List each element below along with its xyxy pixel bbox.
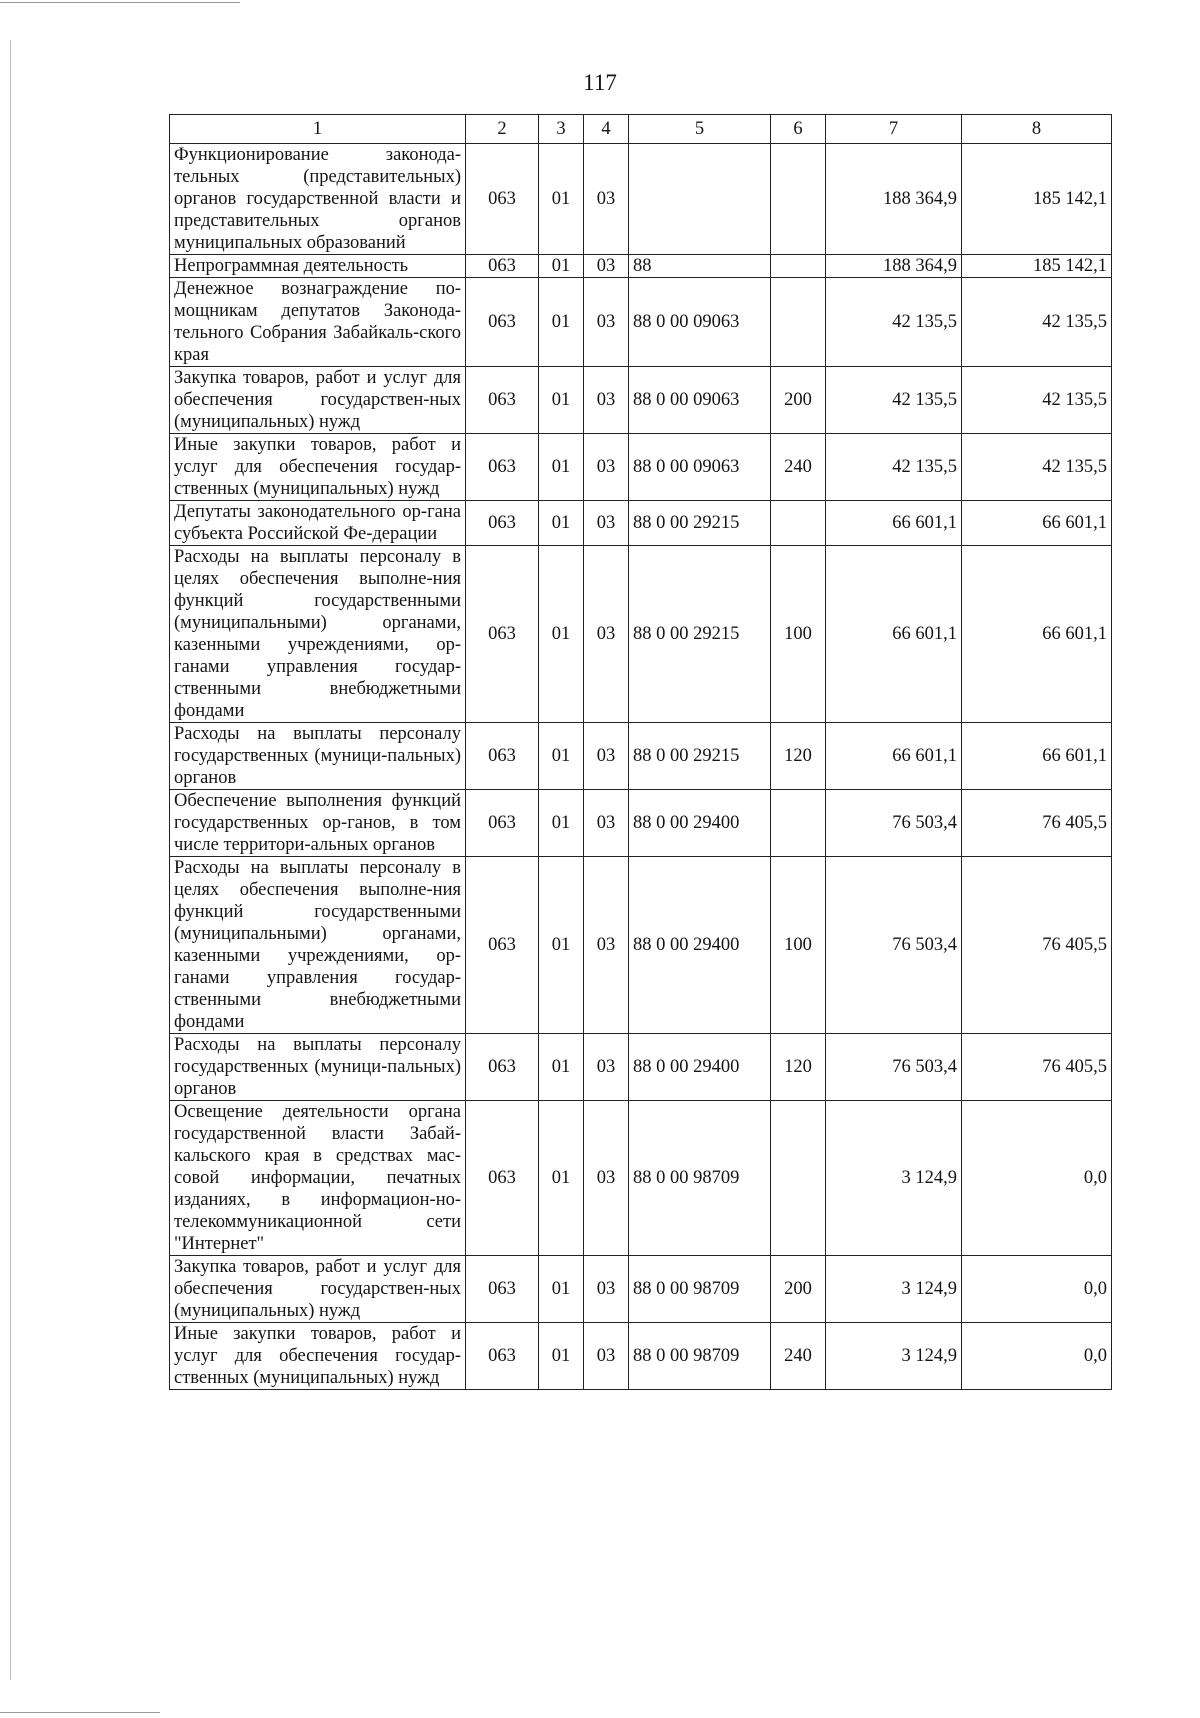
table-row bbox=[170, 367, 1112, 434]
row-name: Расходы на выплаты персоналу государственных (муници-пальных) органов bbox=[170, 1034, 466, 1101]
row-subsection-code: 03 bbox=[584, 367, 629, 434]
row-amount-col7: 188 364,9 bbox=[826, 255, 962, 278]
row-subsection-code: 03 bbox=[584, 434, 629, 501]
page-number: 117 bbox=[583, 70, 617, 95]
row-amount-col7: 66 601,1 bbox=[826, 723, 962, 790]
row-department-code: 063 bbox=[466, 255, 539, 278]
scan-edge-bottom bbox=[0, 1712, 160, 1713]
table-row bbox=[170, 723, 1112, 790]
row-amount-col8: 76 405,5 bbox=[962, 1034, 1112, 1101]
row-subsection-code: 03 bbox=[584, 723, 629, 790]
row-name: Функционирование законода-тельных (представительных) органов государственной власти и представительных органов муниципальных образований bbox=[170, 144, 466, 255]
scan-edge-top bbox=[0, 2, 240, 3]
row-section-code: 01 bbox=[539, 1101, 584, 1256]
row-expense-type bbox=[771, 790, 826, 857]
column-header: 6 bbox=[771, 115, 826, 144]
row-department-code: 063 bbox=[466, 1256, 539, 1323]
row-expense-type bbox=[771, 144, 826, 255]
column-header: 1 bbox=[170, 115, 466, 144]
row-target-article: 88 0 00 29215 bbox=[629, 501, 771, 546]
row-expense-type: 200 bbox=[771, 367, 826, 434]
row-department-code: 063 bbox=[466, 1323, 539, 1390]
row-name: Расходы на выплаты персоналу в целях обеспечения выполне-ния функций государственными (муниципальными) органами, казенными учреждениями, ор-ганами управления государ-ственными внебюджетными фондами bbox=[170, 546, 466, 723]
table-row bbox=[170, 255, 1112, 278]
row-name: Закупка товаров, работ и услуг для обеспечения государствен-ных (муниципальных) нужд bbox=[170, 367, 466, 434]
row-section-code: 01 bbox=[539, 434, 584, 501]
row-department-code: 063 bbox=[466, 501, 539, 546]
row-target-article: 88 bbox=[629, 255, 771, 278]
row-department-code: 063 bbox=[466, 723, 539, 790]
row-department-code: 063 bbox=[466, 144, 539, 255]
table-row bbox=[170, 790, 1112, 857]
row-amount-col8: 0,0 bbox=[962, 1101, 1112, 1256]
row-target-article: 88 0 00 29400 bbox=[629, 790, 771, 857]
row-department-code: 063 bbox=[466, 857, 539, 1034]
row-target-article: 88 0 00 29400 bbox=[629, 1034, 771, 1101]
row-target-article: 88 0 00 29400 bbox=[629, 857, 771, 1034]
table-row bbox=[170, 278, 1112, 367]
row-section-code: 01 bbox=[539, 857, 584, 1034]
row-expense-type: 240 bbox=[771, 434, 826, 501]
row-section-code: 01 bbox=[539, 1323, 584, 1390]
row-section-code: 01 bbox=[539, 790, 584, 857]
row-department-code: 063 bbox=[466, 1034, 539, 1101]
row-subsection-code: 03 bbox=[584, 857, 629, 1034]
row-target-article: 88 0 00 98709 bbox=[629, 1256, 771, 1323]
row-department-code: 063 bbox=[466, 546, 539, 723]
row-expense-type: 120 bbox=[771, 723, 826, 790]
table-row bbox=[170, 1323, 1112, 1390]
row-name: Денежное вознаграждение по-мощникам депутатов Законода-тельного Собрания Забайкаль-ского края bbox=[170, 278, 466, 367]
row-name: Депутаты законодательного ор-гана субъекта Российской Фе-дерации bbox=[170, 501, 466, 546]
row-amount-col8: 0,0 bbox=[962, 1323, 1112, 1390]
row-amount-col7: 76 503,4 bbox=[826, 790, 962, 857]
row-section-code: 01 bbox=[539, 1256, 584, 1323]
row-section-code: 01 bbox=[539, 144, 584, 255]
row-amount-col8: 42 135,5 bbox=[962, 367, 1112, 434]
row-amount-col7: 3 124,9 bbox=[826, 1101, 962, 1256]
table-row bbox=[170, 501, 1112, 546]
row-department-code: 063 bbox=[466, 1101, 539, 1256]
row-section-code: 01 bbox=[539, 1034, 584, 1101]
row-expense-type bbox=[771, 278, 826, 367]
table-row bbox=[170, 1034, 1112, 1101]
row-section-code: 01 bbox=[539, 723, 584, 790]
table-row bbox=[170, 1256, 1112, 1323]
row-amount-col7: 76 503,4 bbox=[826, 857, 962, 1034]
row-amount-col7: 42 135,5 bbox=[826, 278, 962, 367]
row-department-code: 063 bbox=[466, 434, 539, 501]
row-amount-col8: 42 135,5 bbox=[962, 434, 1112, 501]
row-amount-col8: 66 601,1 bbox=[962, 723, 1112, 790]
row-target-article: 88 0 00 98709 bbox=[629, 1101, 771, 1256]
row-amount-col7: 42 135,5 bbox=[826, 367, 962, 434]
row-department-code: 063 bbox=[466, 790, 539, 857]
row-subsection-code: 03 bbox=[584, 1101, 629, 1256]
row-amount-col8: 76 405,5 bbox=[962, 857, 1112, 1034]
row-amount-col7: 3 124,9 bbox=[826, 1323, 962, 1390]
row-amount-col7: 66 601,1 bbox=[826, 501, 962, 546]
column-header: 3 bbox=[539, 115, 584, 144]
row-department-code: 063 bbox=[466, 278, 539, 367]
row-name: Закупка товаров, работ и услуг для обеспечения государствен-ных (муниципальных) нужд bbox=[170, 1256, 466, 1323]
row-name: Непрограммная деятельность bbox=[170, 255, 466, 278]
row-section-code: 01 bbox=[539, 546, 584, 723]
row-target-article: 88 0 00 09063 bbox=[629, 367, 771, 434]
row-expense-type bbox=[771, 1101, 826, 1256]
table-row bbox=[170, 546, 1112, 723]
row-amount-col8: 0,0 bbox=[962, 1256, 1112, 1323]
row-target-article: 88 0 00 98709 bbox=[629, 1323, 771, 1390]
row-subsection-code: 03 bbox=[584, 1256, 629, 1323]
column-header: 8 bbox=[962, 115, 1112, 144]
row-section-code: 01 bbox=[539, 367, 584, 434]
table-row bbox=[170, 857, 1112, 1034]
column-header: 4 bbox=[584, 115, 629, 144]
row-name: Освещение деятельности органа государственной власти Забай-кальского края в средствах мас-совой информации, печатных изданиях, в информацион-но-телекоммуникационной сети "Интернет" bbox=[170, 1101, 466, 1256]
column-header: 7 bbox=[826, 115, 962, 144]
row-section-code: 01 bbox=[539, 255, 584, 278]
row-name: Обеспечение выполнения функций государственных ор-ганов, в том числе территори-альных органов bbox=[170, 790, 466, 857]
row-target-article bbox=[629, 144, 771, 255]
row-expense-type: 240 bbox=[771, 1323, 826, 1390]
row-amount-col8: 42 135,5 bbox=[962, 278, 1112, 367]
row-amount-col7: 76 503,4 bbox=[826, 1034, 962, 1101]
row-subsection-code: 03 bbox=[584, 790, 629, 857]
budget-table bbox=[169, 114, 1112, 1390]
column-header: 5 bbox=[629, 115, 771, 144]
row-amount-col7: 66 601,1 bbox=[826, 546, 962, 723]
row-amount-col8: 66 601,1 bbox=[962, 546, 1112, 723]
row-target-article: 88 0 00 29215 bbox=[629, 723, 771, 790]
row-name: Расходы на выплаты персоналу в целях обеспечения выполне-ния функций государственными (муниципальными) органами, казенными учреждениями, ор-ганами управления государ-ственными внебюджетными фондами bbox=[170, 857, 466, 1034]
row-expense-type: 120 bbox=[771, 1034, 826, 1101]
row-expense-type bbox=[771, 501, 826, 546]
row-expense-type: 100 bbox=[771, 857, 826, 1034]
row-amount-col8: 185 142,1 bbox=[962, 144, 1112, 255]
row-amount-col7: 3 124,9 bbox=[826, 1256, 962, 1323]
row-target-article: 88 0 00 09063 bbox=[629, 434, 771, 501]
scan-margin-line bbox=[10, 40, 11, 1680]
row-section-code: 01 bbox=[539, 278, 584, 367]
row-section-code: 01 bbox=[539, 501, 584, 546]
row-name: Расходы на выплаты персоналу государственных (муници-пальных) органов bbox=[170, 723, 466, 790]
row-amount-col8: 76 405,5 bbox=[962, 790, 1112, 857]
row-name: Иные закупки товаров, работ и услуг для обеспечения государ-ственных (муниципальных) нужд bbox=[170, 434, 466, 501]
row-subsection-code: 03 bbox=[584, 501, 629, 546]
row-expense-type: 200 bbox=[771, 1256, 826, 1323]
row-subsection-code: 03 bbox=[584, 1034, 629, 1101]
row-target-article: 88 0 00 09063 bbox=[629, 278, 771, 367]
table-row bbox=[170, 144, 1112, 255]
row-name: Иные закупки товаров, работ и услуг для обеспечения государ-ственных (муниципальных) нужд bbox=[170, 1323, 466, 1390]
row-subsection-code: 03 bbox=[584, 546, 629, 723]
table-row bbox=[170, 1101, 1112, 1256]
row-amount-col8: 66 601,1 bbox=[962, 501, 1112, 546]
row-amount-col8: 185 142,1 bbox=[962, 255, 1112, 278]
row-subsection-code: 03 bbox=[584, 255, 629, 278]
row-subsection-code: 03 bbox=[584, 1323, 629, 1390]
row-amount-col7: 42 135,5 bbox=[826, 434, 962, 501]
row-subsection-code: 03 bbox=[584, 144, 629, 255]
row-expense-type: 100 bbox=[771, 546, 826, 723]
header-row bbox=[170, 115, 1112, 144]
row-expense-type bbox=[771, 255, 826, 278]
row-amount-col7: 188 364,9 bbox=[826, 144, 962, 255]
table-row bbox=[170, 434, 1112, 501]
row-department-code: 063 bbox=[466, 367, 539, 434]
row-subsection-code: 03 bbox=[584, 278, 629, 367]
column-header: 2 bbox=[466, 115, 539, 144]
row-target-article: 88 0 00 29215 bbox=[629, 546, 771, 723]
